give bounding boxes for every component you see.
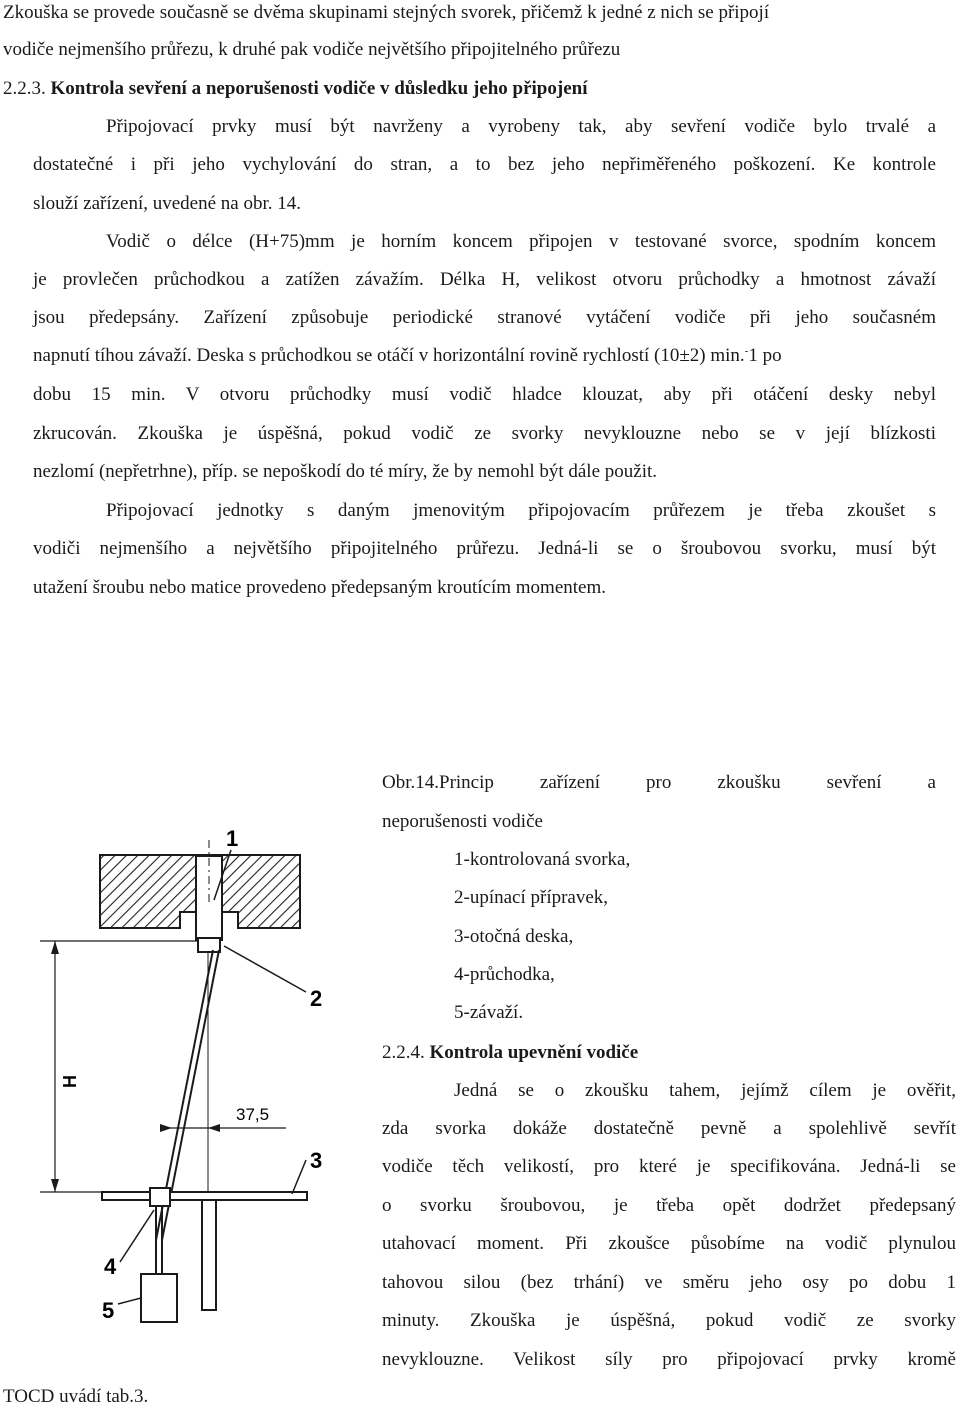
label-5: 5 [102, 1298, 115, 1323]
dimension-h [40, 941, 198, 1192]
caption-word: sevření [826, 772, 882, 793]
label-4: 4 [104, 1254, 117, 1279]
p1-line-1: Připojovací prvky musí být navrženy a vyrobeny tak, aby sevření vodiče bylo trvalé a [106, 116, 936, 137]
intro-line-1: Zkouška se provede současně se dvěma skupinami stejných svorek, přičemž k jedné z nich se připojí [3, 2, 770, 23]
caption-word: zkoušku [717, 772, 781, 793]
label-h: H [60, 1075, 80, 1088]
s224-line-3: vodiče těch velikostí, pro které je specifikována. Jedná-li se [382, 1156, 956, 1177]
label-dim-37-5: 37,5 [236, 1105, 270, 1124]
s224-line-6: tahovou silou (bez trhání) ve směru jeho osy po dobu 1 [382, 1272, 956, 1293]
rotating-plate [102, 1192, 307, 1200]
section-223-heading [3, 78, 587, 100]
caption-word: zařízení [539, 772, 601, 793]
p2-line-1: Vodič o délce (H+75)mm je horním koncem připojen v testované svorce, spodním koncem [106, 231, 936, 252]
lower-wire [156, 1206, 162, 1274]
p3-line-3: utažení šroubu nebo matice provedeno předepsaným kroutícím momentem. [33, 577, 606, 598]
s224-line-4: o svorku šroubovou, je třeba opět dodržet předepsaný [382, 1195, 956, 1216]
label-2: 2 [310, 986, 323, 1011]
figure-caption-line-1 [382, 772, 936, 794]
p2-line-4-tail: 1 po [748, 345, 782, 366]
section-title: Kontrola sevření a neporušenosti vodiče v důsledku jeho připojení [50, 78, 588, 99]
s224-line-5: utahovací moment. Při zkoušce působíme na vodič plynulou [382, 1233, 956, 1254]
leader-line-3 [292, 1160, 306, 1194]
section-title: Kontrola upevnění vodiče [429, 1042, 639, 1063]
leader-line-5 [118, 1298, 141, 1304]
label-3: 3 [310, 1148, 323, 1173]
caption-word: Obr.14.Princip [382, 772, 494, 793]
legend-item-4: 4-průchodka, [454, 964, 555, 985]
legend-item-2: 2-upínací přípravek, [454, 887, 609, 908]
s224-line-8: nevyklouzne. Velikost síly pro připojovací prvky kromě [382, 1349, 956, 1370]
plate-shaft [202, 1200, 216, 1310]
section-224-heading [382, 1042, 638, 1064]
p2-line-2: je provlečen průchodkou a zatížen závažím. Délka H, velikost otvoru průchodky a hmotnost závaží [33, 269, 936, 290]
p2-line-3: jsou předepsány. Zařízení způsobuje periodické stranové vytáčení vodiče při jeho současném [33, 307, 936, 328]
terminal-clamp [196, 840, 222, 952]
legend-item-3: 3-otočná deska, [454, 926, 574, 947]
caption-word: pro [646, 772, 672, 793]
bushing [150, 1188, 170, 1206]
p2-line-4 [33, 345, 782, 367]
caption-word: a [927, 772, 936, 793]
legend-item-5: 5-závaží. [454, 1002, 524, 1023]
leader-line-2 [224, 946, 306, 992]
p2-line-4-text: napnutí tíhou závaží. Deska s průchodkou se otáčí v horizontální rovině rychlostí (10±2) min. [33, 345, 745, 366]
p2-line-7: nezlomí (nepřetrhne), příp. se nepoškodí do té míry, že by nemohl být dále použit. [33, 461, 658, 482]
intro-line-2: vodiče nejmenšího průřezu, k druhé pak vodiče největšího připojitelného průřezu [3, 39, 621, 60]
legend-item-1: 1-kontrolovaná svorka, [454, 849, 631, 870]
p2-line-6: zkrucován. Zkouška je úspěšná, pokud vodič ze svorky nevyklouzne nebo se v její blízkosti [33, 423, 936, 444]
p3-line-2: vodiči nejmenšího a největšího připojitelného průřezu. Jedná-li se o šroubovou svorku, musí být [33, 538, 936, 559]
s224-line-2: zda svorka dokáže dostatečně pevně a spolehlivě sevřít [382, 1118, 956, 1139]
p3-line-1: Připojovací jednotky s daným jmenovitým připojovacím průřezem je třeba zkoušet s [106, 500, 936, 521]
figure-caption-line-2: neporušenosti vodiče [382, 811, 543, 832]
label-1: 1 [226, 826, 239, 851]
section-number: 2.2.4. [382, 1042, 425, 1063]
p1-line-2: dostatečné i při jeho vychylování do stran, a to bez jeho nepřiměřeného poškození. Ke kontrole [33, 154, 936, 175]
section-number: 2.2.3. [3, 78, 46, 99]
superscript-minus: - [744, 345, 749, 357]
p2-line-5: dobu 15 min. V otvoru průchodky musí vodič hladce klouzat, aby při otáčení desky nebyl [33, 384, 936, 405]
leader-line-4 [120, 1210, 154, 1262]
weight [141, 1274, 177, 1322]
footer-text: TOCD uvádí tab.3. [3, 1386, 149, 1407]
s224-line-7: minuty. Zkouška je úspěšná, pokud vodič ze svorky [382, 1310, 956, 1331]
test-device-figure [0, 800, 370, 1390]
s224-line-1: Jedná se o zkoušku tahem, jejímž cílem je ověřit, [454, 1080, 956, 1101]
p1-line-3: slouží zařízení, uvedené na obr. 14. [33, 193, 302, 214]
